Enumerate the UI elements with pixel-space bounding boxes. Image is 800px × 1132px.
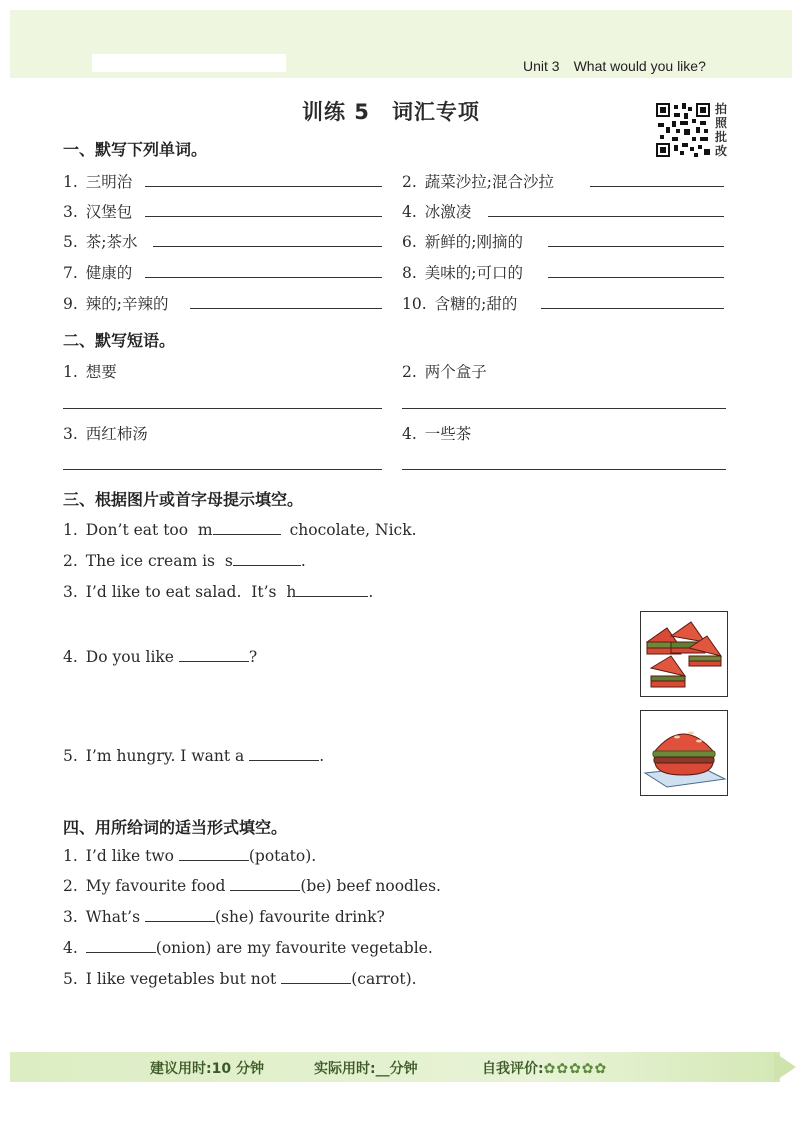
s4-question-5	[63, 969, 417, 988]
question-text: .	[319, 747, 325, 765]
s1-item-9	[63, 292, 169, 314]
item-number: 2.	[402, 173, 417, 191]
flower-rating-icon[interactable]: ✿✿✿✿✿	[543, 1061, 608, 1077]
section-4-heading: 四、用所给词的适当形式填空。	[63, 818, 288, 837]
s4-blank-2[interactable]	[230, 876, 300, 891]
s3-blank-3[interactable]	[296, 582, 368, 597]
s1-answer-line-4[interactable]	[488, 216, 724, 217]
actual-time[interactable]: 实际用时:__分钟	[314, 1061, 418, 1077]
question-text: I’d like to eat salad. It’s h	[85, 583, 297, 601]
unit-label	[523, 58, 706, 74]
section-3-heading: 三、根据图片或首字母提示填空。	[63, 490, 304, 509]
s1-answer-line-6[interactable]	[548, 246, 724, 247]
s3-question-5	[63, 746, 324, 765]
s1-item-8	[402, 261, 523, 283]
s1-item-3	[63, 200, 132, 222]
item-number: 4.	[402, 425, 417, 443]
item-prompt: 健康的	[85, 264, 133, 282]
qr-caption: 拍照批改	[715, 102, 728, 158]
item-number: 10.	[402, 295, 427, 313]
s3-question-3	[63, 582, 373, 601]
question-text: Do you like	[85, 648, 174, 666]
s1-item-2	[402, 170, 554, 192]
s1-answer-line-7[interactable]	[145, 277, 382, 278]
question-text: (potato).	[248, 847, 317, 865]
item-prompt: 辣的;辛辣的	[85, 295, 169, 313]
s2-item-4	[402, 422, 471, 444]
section-1-heading: 一、默写下列单词。	[63, 140, 208, 159]
s1-item-7	[63, 261, 132, 283]
section-2-heading: 二、默写短语。	[63, 331, 176, 350]
s4-question-3	[63, 907, 385, 926]
s1-answer-line-9[interactable]	[190, 308, 382, 309]
question-text: Don’t eat too m	[85, 521, 213, 539]
item-prompt: 一些茶	[424, 425, 472, 443]
question-number: 3.	[63, 908, 78, 926]
question-text: What’s	[85, 908, 141, 926]
item-prompt: 茶;茶水	[85, 233, 138, 251]
question-text: (onion) are my favourite vegetable.	[155, 939, 433, 957]
item-number: 9.	[63, 295, 78, 313]
question-text: My favourite food	[85, 877, 226, 895]
suggested-time: 建议用时:10 分钟	[150, 1061, 264, 1077]
s1-item-6	[402, 230, 523, 252]
s3-blank-4[interactable]	[179, 647, 249, 662]
s1-answer-line-5[interactable]	[153, 246, 382, 247]
s4-blank-1[interactable]	[179, 846, 249, 861]
s1-answer-line-3[interactable]	[145, 216, 382, 217]
question-number: 3.	[63, 583, 78, 601]
s1-item-1	[63, 170, 132, 192]
s1-answer-line-1[interactable]	[145, 186, 382, 187]
s1-item-10	[402, 292, 517, 314]
item-number: 3.	[63, 425, 78, 443]
item-prompt: 三明治	[85, 173, 133, 191]
title-topic: 词汇专项	[391, 100, 480, 124]
s4-blank-5[interactable]	[281, 969, 351, 984]
s2-answer-line-2[interactable]	[402, 408, 726, 409]
question-text: (carrot).	[351, 970, 417, 988]
item-number: 6.	[402, 233, 417, 251]
s2-item-3	[63, 422, 148, 444]
s2-item-1	[63, 360, 117, 382]
page-title	[302, 96, 480, 126]
question-text: (be) beef noodles.	[300, 877, 441, 895]
s1-item-4	[402, 200, 471, 222]
item-number: 3.	[63, 203, 78, 221]
item-number: 5.	[63, 233, 78, 251]
s2-answer-line-1[interactable]	[63, 408, 382, 409]
item-prompt: 冰激凌	[424, 203, 472, 221]
s1-answer-line-10[interactable]	[541, 308, 724, 309]
unit-number: Unit 3	[523, 58, 560, 74]
qr-code-icon[interactable]	[656, 103, 710, 157]
s2-answer-line-3[interactable]	[63, 469, 382, 470]
item-prompt: 想要	[85, 363, 117, 381]
footer-arrow-icon	[774, 1052, 796, 1082]
sandwich-icon	[641, 612, 727, 696]
question-text: I’m hungry. I want a	[85, 747, 245, 765]
question-text: I like vegetables but not	[85, 970, 277, 988]
question-text: .	[300, 552, 306, 570]
hamburger-icon	[641, 711, 727, 795]
question-number: 5.	[63, 747, 78, 765]
question-text: .	[368, 583, 374, 601]
item-number: 7.	[63, 264, 78, 282]
question-number: 1.	[63, 847, 78, 865]
s3-question-4	[63, 647, 257, 666]
question-number: 2.	[63, 877, 78, 895]
question-number: 1.	[63, 521, 78, 539]
s4-question-1	[63, 846, 316, 865]
question-text: The ice cream is s	[85, 552, 233, 570]
item-prompt: 两个盒子	[424, 363, 487, 381]
title-lesson: 训练 5	[302, 100, 370, 124]
s3-blank-1[interactable]	[213, 520, 281, 535]
question-text: chocolate, Nick.	[289, 521, 417, 539]
item-number: 1.	[63, 363, 78, 381]
s4-question-4	[63, 938, 433, 957]
s4-blank-3[interactable]	[145, 907, 215, 922]
hamburger-picture	[640, 710, 728, 796]
question-text: (she) favourite drink?	[215, 908, 385, 926]
s3-question-2	[63, 551, 306, 570]
s2-answer-line-4[interactable]	[402, 469, 726, 470]
question-number: 4.	[63, 648, 78, 666]
item-number: 1.	[63, 173, 78, 191]
unit-title: What would you like?	[573, 58, 706, 74]
question-text: I’d like two	[85, 847, 174, 865]
question-number: 2.	[63, 552, 78, 570]
item-prompt: 蔬菜沙拉;混合沙拉	[424, 173, 555, 191]
item-number: 2.	[402, 363, 417, 381]
s1-answer-line-8[interactable]	[548, 277, 724, 278]
question-number: 5.	[63, 970, 78, 988]
item-prompt: 新鲜的;刚摘的	[424, 233, 524, 251]
item-prompt: 含糖的;甜的	[434, 295, 518, 313]
s3-blank-2[interactable]	[233, 551, 301, 566]
s3-blank-5[interactable]	[249, 746, 319, 761]
self-evaluation-label: 自我评价:	[482, 1061, 544, 1077]
header-strip	[92, 54, 286, 72]
s4-question-2	[63, 876, 441, 895]
item-number: 8.	[402, 264, 417, 282]
question-number: 4.	[63, 939, 78, 957]
item-prompt: 汉堡包	[85, 203, 133, 221]
s4-blank-4[interactable]	[86, 938, 156, 953]
item-number: 4.	[402, 203, 417, 221]
s3-question-1	[63, 520, 417, 539]
s2-item-2	[402, 360, 487, 382]
s1-item-5	[63, 230, 138, 252]
item-prompt: 美味的;可口的	[424, 264, 524, 282]
sandwich-picture	[640, 611, 728, 697]
item-prompt: 西红柿汤	[85, 425, 148, 443]
self-evaluation	[482, 1058, 607, 1078]
question-text: ?	[248, 648, 258, 666]
s1-answer-line-2[interactable]	[590, 186, 724, 187]
